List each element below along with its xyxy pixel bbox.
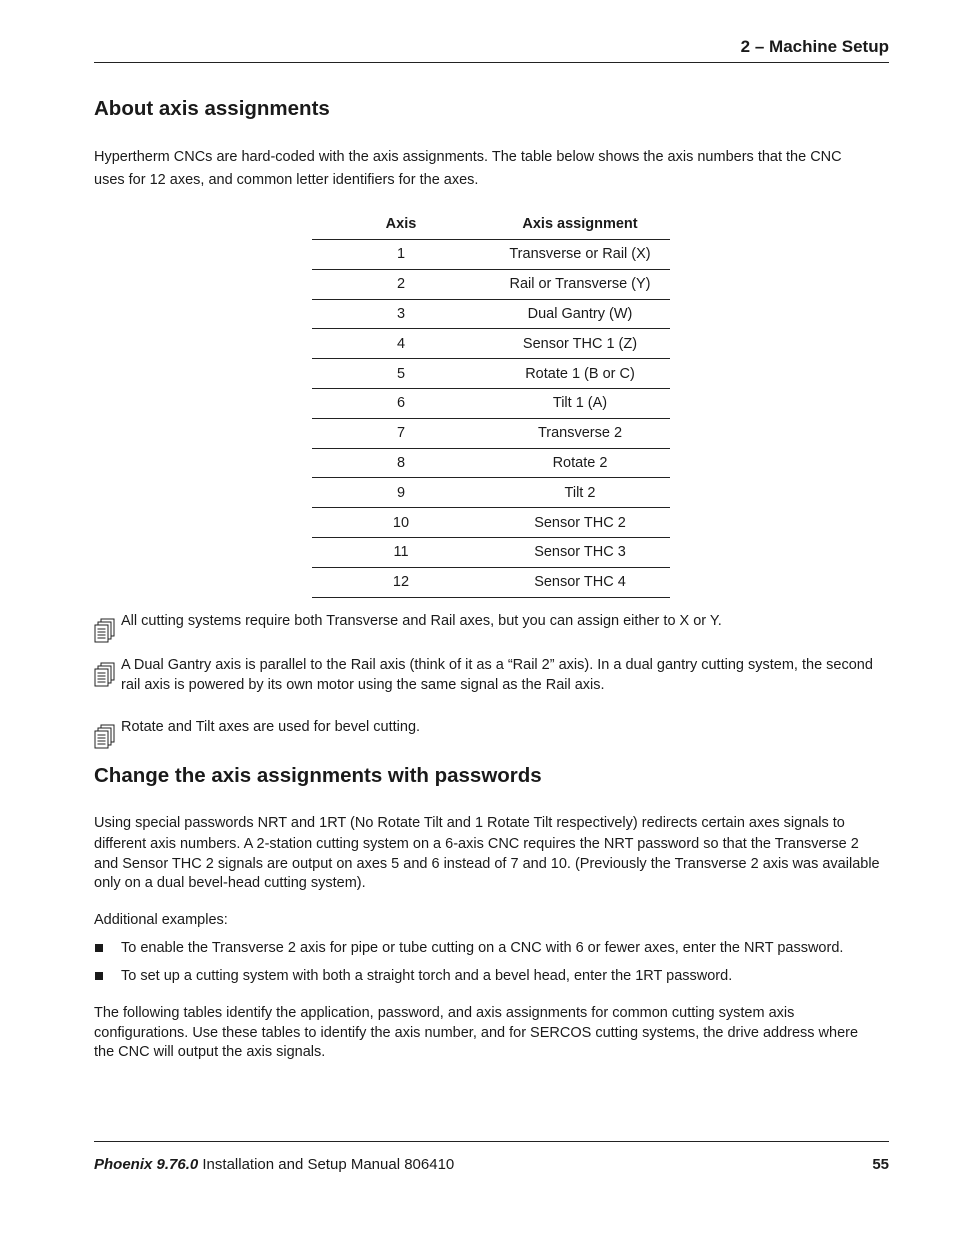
axis-number: 11 bbox=[312, 537, 490, 567]
table-row bbox=[312, 388, 670, 418]
axis-assignment: Rotate 2 bbox=[490, 448, 670, 478]
axis-number: 12 bbox=[312, 567, 490, 597]
bullet-square-icon bbox=[95, 972, 103, 980]
axis-assignment: Dual Gantry (W) bbox=[490, 299, 670, 329]
page-footer bbox=[94, 1156, 889, 1173]
paragraph-line: The following tables identify the application, password, and axis assignments for common cutting system axis bbox=[94, 1005, 795, 1021]
table-row bbox=[312, 448, 670, 478]
axis-assignment: Tilt 1 (A) bbox=[490, 388, 670, 418]
table-row bbox=[312, 508, 670, 538]
table-row bbox=[312, 567, 670, 597]
note-text: rail axis is powered by its own motor using the same signal as the Rail axis. bbox=[121, 676, 605, 693]
axis-number: 6 bbox=[312, 388, 490, 418]
axis-assignment-table bbox=[312, 208, 670, 598]
paragraph-line: and Sensor THC 2 signals are output on axes 5 and 6 instead of 7 and 10. (Previously the Transverse 2 axis was available bbox=[94, 855, 880, 872]
tables-paragraph bbox=[94, 1004, 889, 1063]
bullet-square-icon bbox=[95, 944, 103, 952]
table-row bbox=[312, 240, 670, 270]
axis-assignment: Tilt 2 bbox=[490, 478, 670, 508]
note-dual-gantry bbox=[94, 656, 889, 695]
axis-assignment: Sensor THC 4 bbox=[490, 567, 670, 597]
note-transverse-rail bbox=[94, 612, 889, 632]
table-row bbox=[312, 418, 670, 448]
intro-paragraph bbox=[94, 147, 889, 190]
note-pages-icon bbox=[94, 662, 116, 688]
note-pages-icon bbox=[94, 618, 116, 644]
axis-assignment: Transverse 2 bbox=[490, 418, 670, 448]
axis-assignment: Rotate 1 (B or C) bbox=[490, 359, 670, 389]
axis-assignment: Sensor THC 3 bbox=[490, 537, 670, 567]
section-title-change-axis: Change the axis assignments with passwords bbox=[94, 764, 542, 787]
axis-number: 5 bbox=[312, 359, 490, 389]
axis-number: 4 bbox=[312, 329, 490, 359]
axis-assignment: Sensor THC 2 bbox=[490, 508, 670, 538]
table-row bbox=[312, 537, 670, 567]
header-divider bbox=[94, 62, 889, 63]
note-pages-icon bbox=[94, 724, 116, 750]
table-row bbox=[312, 299, 670, 329]
table-row bbox=[312, 329, 670, 359]
page-number: 55 bbox=[872, 1156, 889, 1173]
table-header-row bbox=[312, 208, 670, 240]
paragraph-line: only on a dual bevel-head cutting system). bbox=[94, 875, 366, 891]
column-header-axis: Axis bbox=[312, 208, 490, 240]
axis-assignment: Sensor THC 1 (Z) bbox=[490, 329, 670, 359]
examples-list bbox=[94, 938, 889, 994]
paragraph-line: different axis numbers. A 2-station cutting system on a 6-axis CNC requires the NRT password so that the Transverse 2 bbox=[94, 836, 859, 852]
table-row bbox=[312, 269, 670, 299]
axis-number: 10 bbox=[312, 508, 490, 538]
note-text: A Dual Gantry axis is parallel to the Rail axis (think of it as a “Rail 2” axis). In a dual gantry cutting system, the second bbox=[121, 657, 873, 673]
axis-number: 9 bbox=[312, 478, 490, 508]
paragraph-line: Using special passwords NRT and 1RT (No Rotate Tilt and 1 Rotate Tilt respectively) redirects certain axes signals to bbox=[94, 815, 845, 831]
manual-page bbox=[94, 0, 889, 1235]
list-item bbox=[94, 966, 889, 994]
table-row bbox=[312, 478, 670, 508]
footer-divider bbox=[94, 1141, 889, 1142]
paragraph-line: configurations. Use these tables to identify the axis number, and for SERCOS cutting systems, the drive address where bbox=[94, 1024, 859, 1041]
note-text: All cutting systems require both Transverse and Rail axes, but you can assign either to X or Y. bbox=[121, 613, 722, 629]
list-item-text: To set up a cutting system with both a straight torch and a bevel head, enter the 1RT password. bbox=[121, 968, 733, 984]
table-row bbox=[312, 359, 670, 389]
intro-line: Hypertherm CNCs are hard-coded with the axis assignments. The table below shows the axis numbers that the CNC bbox=[94, 149, 842, 165]
passwords-paragraph bbox=[94, 814, 889, 894]
intro-line: uses for 12 axes, and common letter identifiers for the axes. bbox=[94, 172, 479, 188]
paragraph-line: the CNC will output the axis signals. bbox=[94, 1044, 326, 1060]
axis-number: 8 bbox=[312, 448, 490, 478]
axis-number: 3 bbox=[312, 299, 490, 329]
note-text: Rotate and Tilt axes are used for bevel cutting. bbox=[121, 719, 421, 735]
section-title-about-axis: About axis assignments bbox=[94, 97, 330, 120]
column-header-assignment: Axis assignment bbox=[490, 208, 670, 240]
axis-assignment: Rail or Transverse (Y) bbox=[490, 269, 670, 299]
axis-number: 1 bbox=[312, 240, 490, 270]
axis-number: 2 bbox=[312, 269, 490, 299]
note-rotate-tilt bbox=[94, 718, 889, 738]
list-item bbox=[94, 938, 889, 966]
product-name: Phoenix 9.76.0 bbox=[94, 1156, 199, 1173]
list-item-text: To enable the Transverse 2 axis for pipe or tube cutting on a CNC with 6 or fewer axes, enter the NRT password. bbox=[121, 940, 844, 956]
manual-title: Installation and Setup Manual 806410 bbox=[202, 1156, 455, 1173]
axis-assignment: Transverse or Rail (X) bbox=[490, 240, 670, 270]
chapter-title: 2 – Machine Setup bbox=[740, 37, 889, 56]
additional-examples-label: Additional examples: bbox=[94, 912, 228, 928]
axis-number: 7 bbox=[312, 418, 490, 448]
